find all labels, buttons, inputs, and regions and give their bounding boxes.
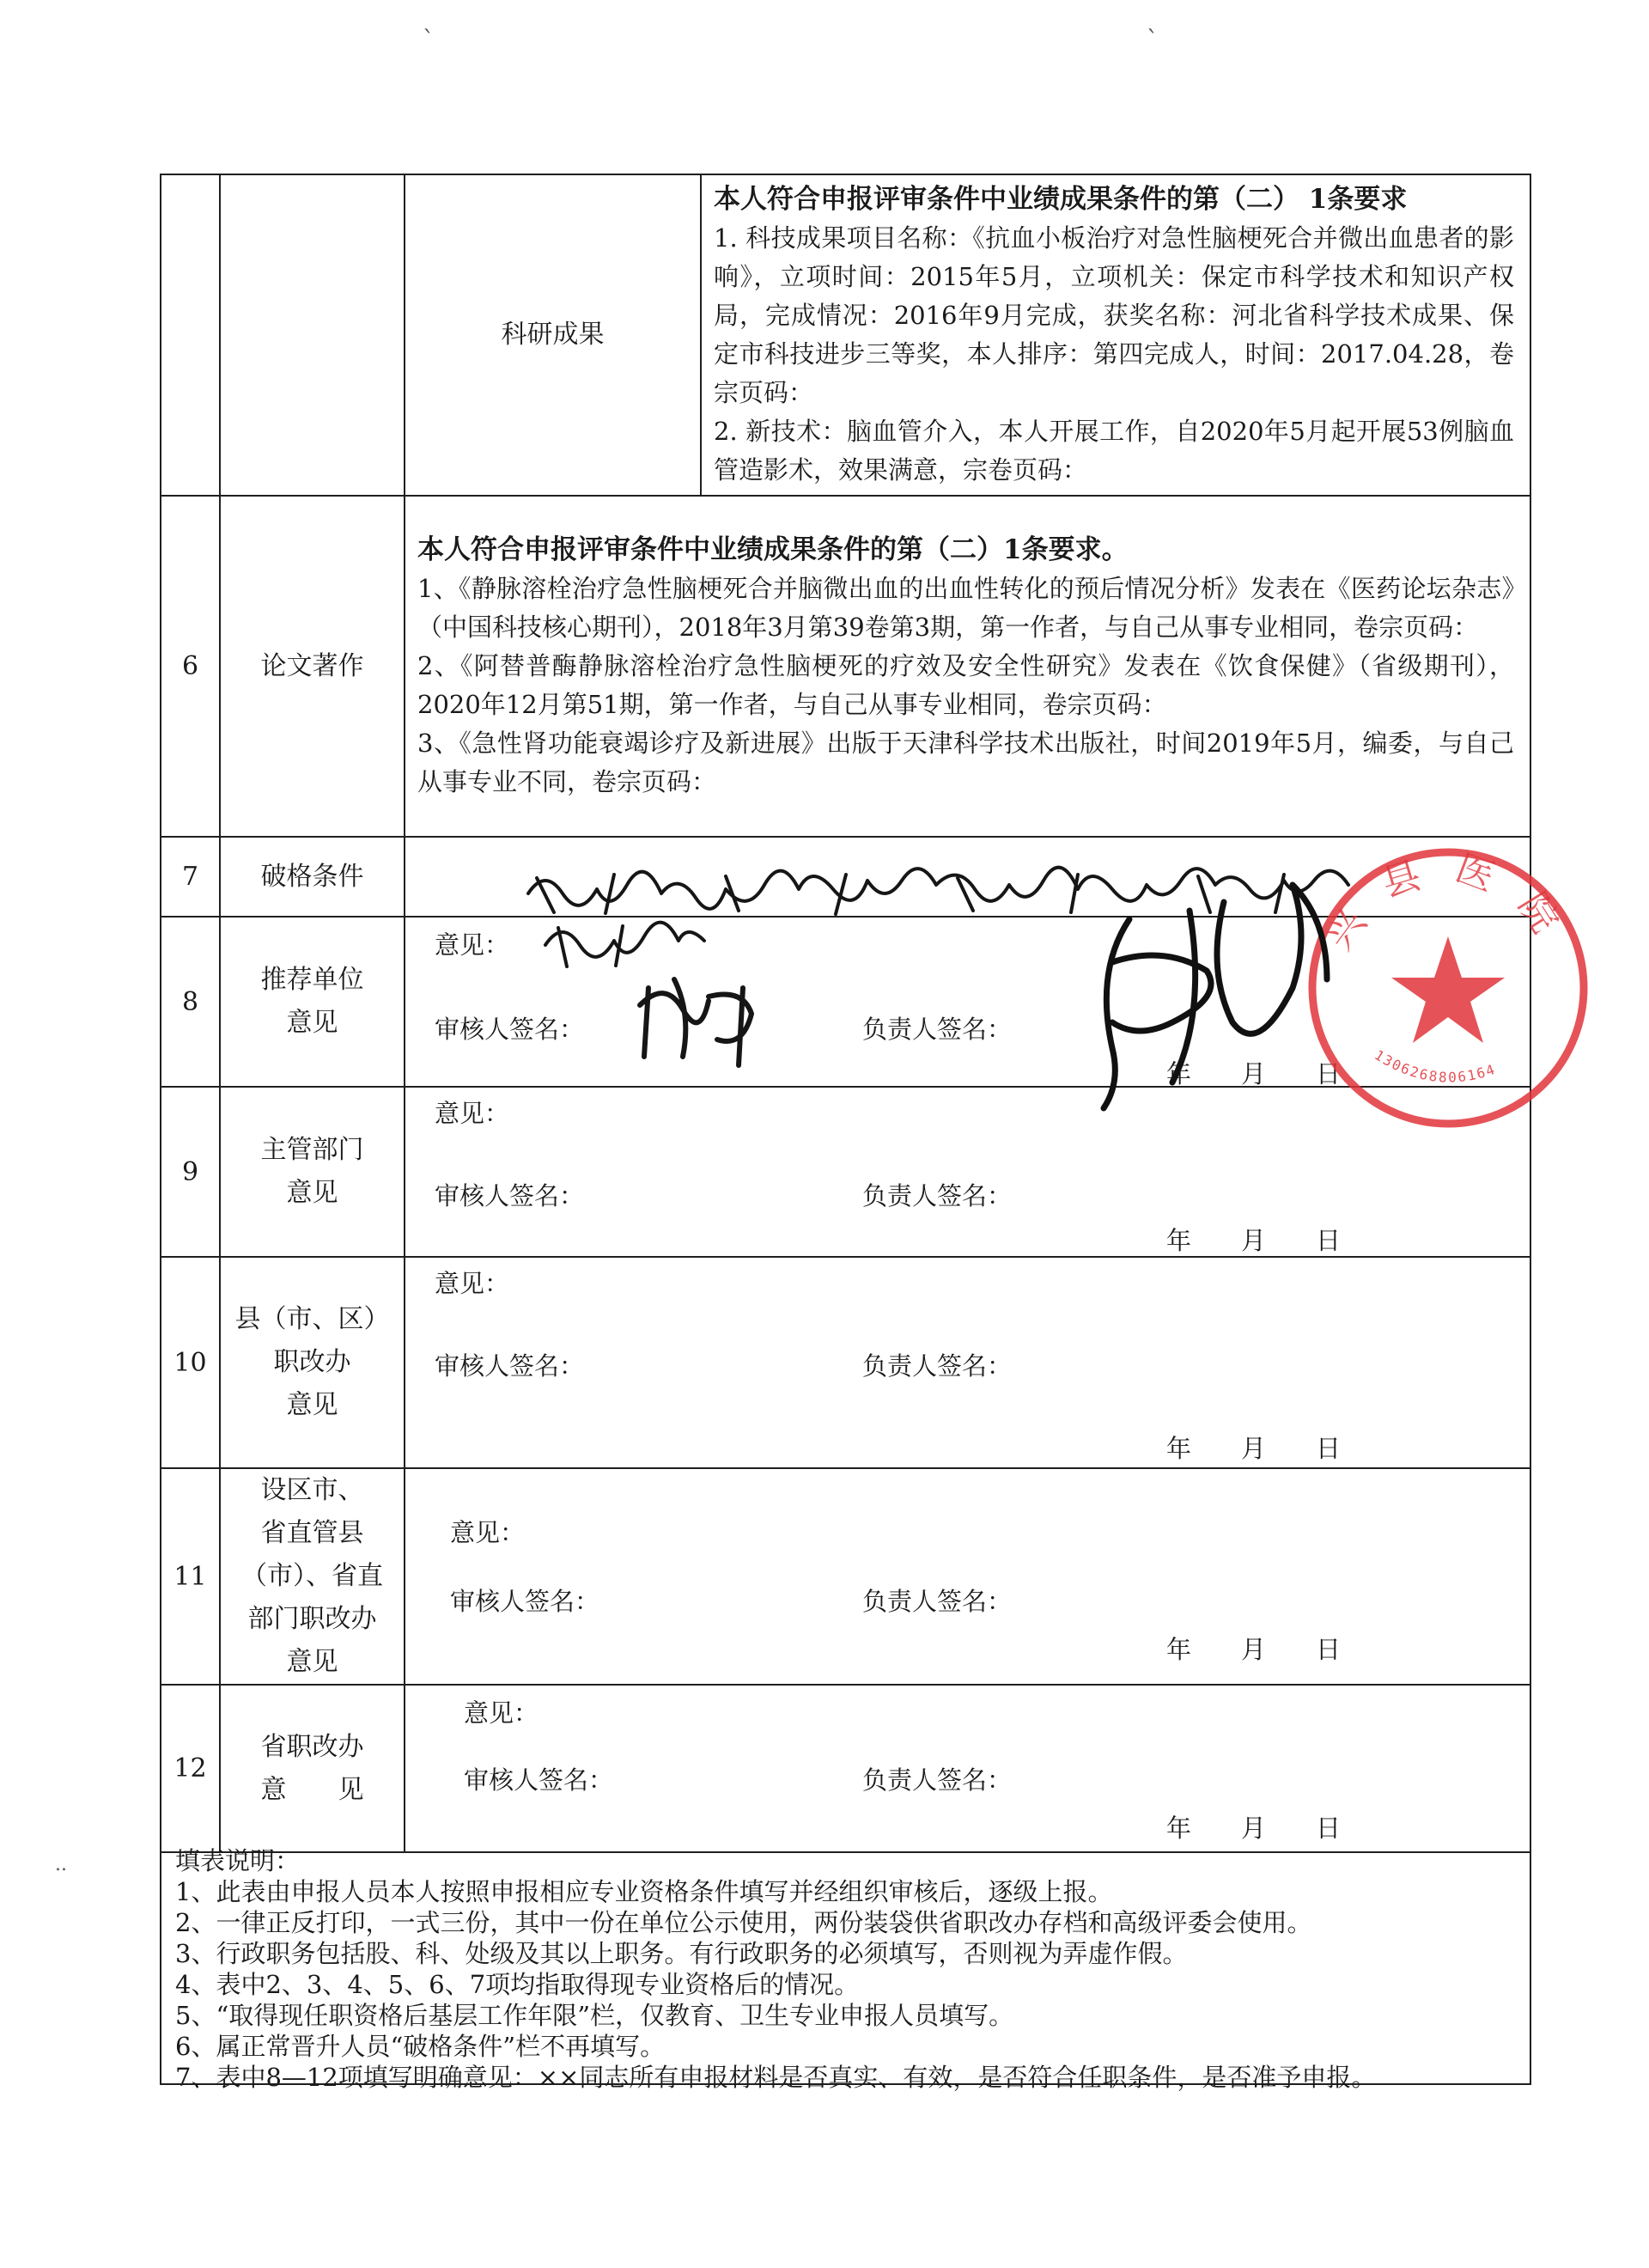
opinion-label: 意见： [450,1518,526,1547]
instructions-title: 填表说明： [175,1846,301,1875]
label-line: 推荐单位 [260,965,364,995]
manager-signature-label: 负责人签名： [862,1015,1013,1044]
label-line: 设区市、 [260,1475,364,1505]
date-label: 年 月 日 [1166,1059,1342,1088]
label-line: 意见 [286,1647,338,1677]
row-label-county-office [220,1257,405,1468]
instruction-item: 2、一律正反打印，一式三份，其中一份在单位公示使用，两份装袋供省职改办存档和高级评委会使用。 [175,1908,1312,1937]
scan-mark: ` [423,26,435,54]
paper-item: 2、《阿替普酶静脉溶栓治疗急性脑梗死的疗效及安全性研究》发表在《饮食保健》（省级期刊），2020年12月第51期，第一作者，与自己从事专业相同，卷宗页码： [417,651,1514,719]
row-number: 9 [161,1087,220,1257]
row-number: 12 [161,1685,220,1852]
row-label-recommending-unit [220,917,405,1087]
date-label: 年 月 日 [1166,1635,1342,1664]
reviewer-signature-label: 审核人签名： [435,1181,585,1210]
instruction-item: 3、行政职务包括股、科、处级及其以上职务。有行政职务的必须填写，否则视为弄虚作假。 [175,1939,1188,1968]
row-number: 8 [161,917,220,1087]
requirement-header: 本人符合申报评审条件中业绩成果条件的第（二）1条要求。 [417,534,1129,565]
opinion-label: 意见： [464,1698,539,1728]
reviewer-signature-label: 审核人签名： [450,1587,600,1616]
manager-signature-label: 负责人签名： [862,1765,1013,1795]
manager-signature-label: 负责人签名： [862,1351,1013,1381]
label-line: 省职改办 [260,1731,364,1762]
label-line: 意见 [286,1008,338,1038]
label-line: 部门职改办 [247,1604,377,1634]
manager-signature-label: 负责人签名： [862,1587,1013,1616]
reviewer-signature-label: 审核人签名： [464,1765,614,1795]
scan-mark: ` [1147,26,1159,54]
research-item: 1. 科技成果项目名称：《抗血小板治疗对急性脑梗死合并微出血患者的影响》，立项时间：2015年5月，立项机关：保定市科学技术和知识产权局，完成情况：2016年9月完成，获奖名称：河北省科学技术成果、保定市科技进步三等奖，本人排序：第四完成人，时间：2017.04.28，卷宗页码： [714,223,1514,407]
opinion-cell [405,1685,1530,1852]
label-line: 意见 [286,1390,338,1420]
table-row-provincial-office [161,1685,1530,1852]
opinion-cell [405,1468,1530,1685]
row-label-provincial-office [220,1685,405,1852]
table-row-county-office [161,1257,1530,1468]
date-label: 年 月 日 [1166,1434,1342,1463]
row-label-competent-department [220,1087,405,1257]
research-content [701,174,1530,496]
manager-signature-label: 负责人签名： [862,1181,1013,1210]
instruction-item: 7、表中8—12项填写明确意见：××同志所有申报材料是否真实、有效，是否符合任职条件，是否准予申报。 [175,2063,1377,2092]
label-line: 省直管县 [260,1518,364,1548]
row-number: 7 [161,837,220,917]
label-line: 县（市、区） [234,1304,390,1334]
row-number: 11 [161,1468,220,1685]
opinion-label: 意见： [435,930,510,960]
paper-item: 3、《急性肾功能衰竭诊疗及新进展》出版于天津科学技术出版社，时间2019年5月，编委，与自己从事专业不同，卷宗页码： [417,729,1514,796]
paper-item: 1、《静脉溶栓治疗急性脑梗死合并脑微出血的出血性转化的预后情况分析》发表在《医药论坛杂志》（中国科技核心期刊），2018年3月第39卷第3期，第一作者，与自己从事专业相同，卷宗页码： [417,574,1514,642]
reviewer-signature-label: 审核人签名： [435,1351,585,1381]
row-number [161,174,220,496]
opinion-label: 意见： [435,1099,510,1128]
table-row-city-office [161,1468,1530,1685]
requirement-header: 本人符合申报评审条件中业绩成果条件的第（二） 1条要求 [714,184,1408,215]
label-line: 主管部门 [260,1135,364,1165]
row-label-city-office [220,1468,405,1685]
star-icon [1391,936,1505,1043]
row-number: 6 [161,496,220,837]
instruction-item: 6、属正常晋升人员“破格条件”栏不再填写。 [175,2032,666,2061]
scan-mark: .. [55,1854,67,1875]
opinion-label: 意见： [435,1269,510,1298]
label-line: 意见 [286,1178,338,1208]
row-label-research: 科研成果 [405,174,701,496]
seal-text: 兴县医院 [1317,844,1583,966]
hospital-seal [1293,833,1603,1143]
row-number: 10 [161,1257,220,1468]
research-item: 2. 新技术：脑血管介入，本人开展工作，自2020年5月起开展53例脑血管造影术，效果满意，宗卷页码： [714,417,1514,485]
table-row-research [161,174,1530,496]
instruction-item: 4、表中2、3、4、5、6、7项均指取得现专业资格后的情况。 [175,1970,860,1999]
label-line: （市）、省直 [241,1561,383,1591]
label-line: 职改办 [273,1347,351,1377]
filling-instructions [175,1845,1528,2093]
seal-code: 1306268806164 [1372,1046,1499,1086]
label-line: 意 见 [260,1774,364,1805]
empty-cell [220,174,405,496]
papers-content [405,496,1530,837]
table-row-papers [161,496,1530,837]
row-label-exceptional: 破格条件 [220,837,405,917]
row-label-papers: 论文著作 [220,496,405,837]
instruction-item: 5、“取得现任职资格后基层工作年限”栏，仅教育、卫生专业申报人员填写。 [175,2001,1014,2030]
reviewer-signature-label: 审核人签名： [435,1015,585,1044]
opinion-cell [405,1257,1530,1468]
svg-text:1306268806164 [1372,1046,1499,1085]
date-label: 年 月 日 [1166,1226,1342,1255]
date-label: 年 月 日 [1166,1814,1342,1843]
instruction-item: 1、此表由申报人员本人按照申报相应专业资格条件填写并经组织审核后，逐级上报。 [175,1877,1113,1906]
